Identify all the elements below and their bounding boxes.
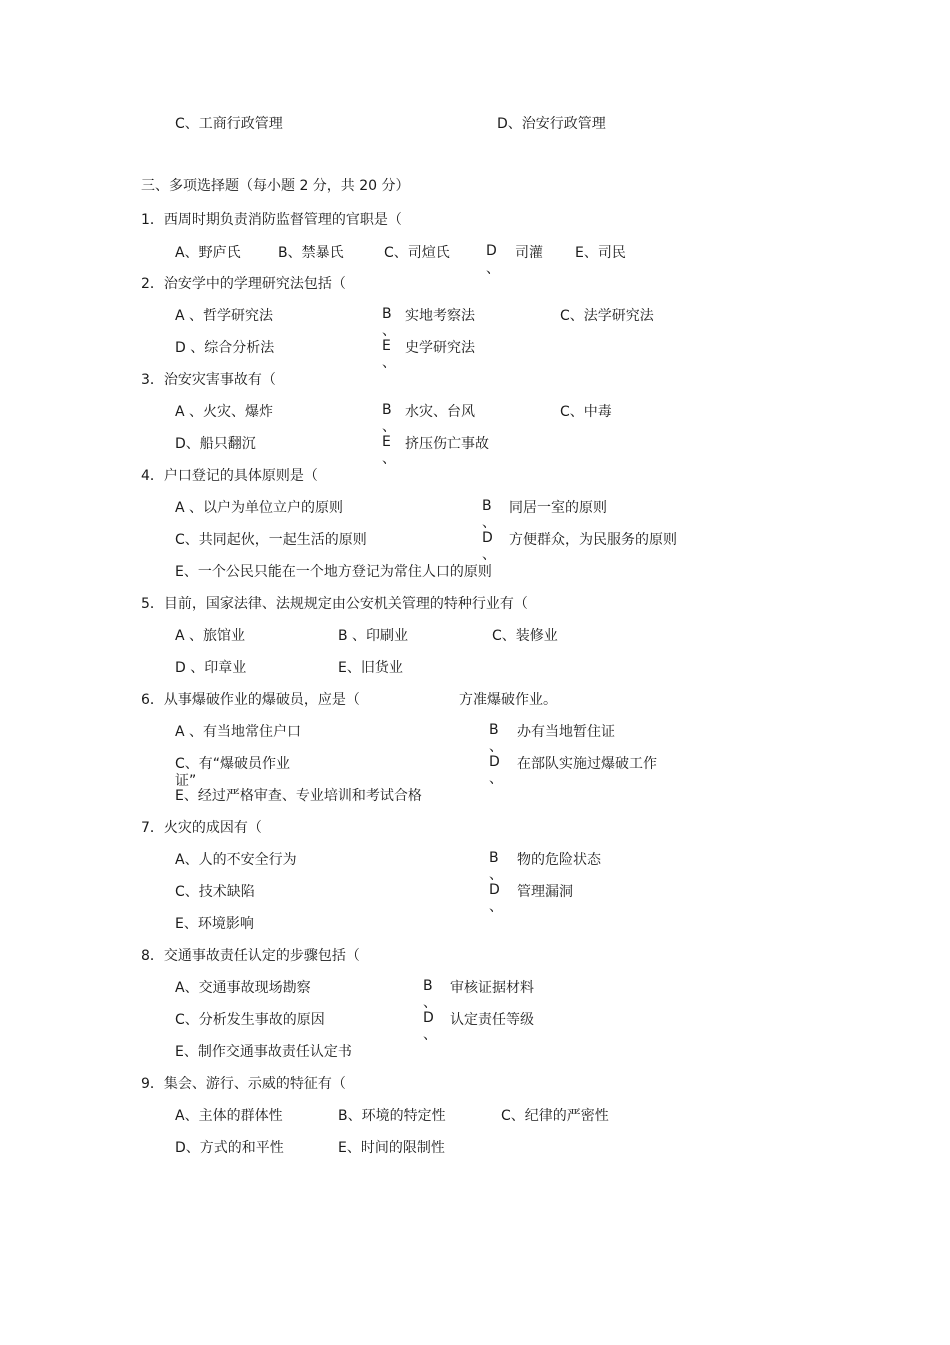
text-line: 认定责任等级 xyxy=(450,1012,534,1028)
option-letter-fragment: 、 xyxy=(423,995,437,1011)
text-line: 2．治安学中的学理研究法包括（ xyxy=(141,276,346,292)
text-line: E、环境影响 xyxy=(175,916,254,932)
text-line: E、经过严格审查、专业培训和考试合格 xyxy=(175,788,422,804)
text-line: 实地考察法 xyxy=(405,308,475,324)
text-line: 4．户口登记的具体原则是（ xyxy=(141,468,318,484)
text-line: C、装修业 xyxy=(492,628,558,644)
text-line: E、司民 xyxy=(575,245,626,261)
text-line: C、法学研究法 xyxy=(560,308,654,324)
text-line: C、有“爆破员作业 xyxy=(175,756,291,772)
text-line: A、野庐氏 xyxy=(175,245,241,261)
text-line: E、一个公民只能在一个地方登记为常住人口的原则 xyxy=(175,564,492,580)
text-line: 在部队实施过爆破工作 xyxy=(517,756,657,772)
text-line: 6．从事爆破作业的爆破员，应是（ xyxy=(141,692,360,708)
option-letter-fragment: 、 xyxy=(382,323,396,339)
text-line: 5．目前，国家法律、法规规定由公安机关管理的特种行业有（ xyxy=(141,596,528,612)
text-line: A、人的不安全行为 xyxy=(175,852,297,868)
text-line: B 、印刷业 xyxy=(338,628,409,644)
text-line: 物的危险状态 xyxy=(517,852,601,868)
text-line: E、制作交通事故责任认定书 xyxy=(175,1044,352,1060)
text-line: E、旧货业 xyxy=(338,660,403,676)
text-line: D、治安行政管理 xyxy=(497,116,606,132)
option-letter-fragment: 、 xyxy=(482,547,496,563)
option-letter-fragment: 、 xyxy=(489,867,503,883)
text-line: 1．西周时期负责消防监督管理的官职是（ xyxy=(141,212,402,228)
text-line: D 、印章业 xyxy=(175,660,247,676)
text-line: C、司煊氏 xyxy=(384,245,450,261)
text-line: 方准爆破作业。 xyxy=(459,692,557,708)
text-line: C、纪律的严密性 xyxy=(501,1108,609,1124)
text-line: A 、哲学研究法 xyxy=(175,308,274,324)
text-line: 同居一室的原则 xyxy=(509,500,607,516)
text-line: C、中毒 xyxy=(560,404,612,420)
option-letter-fragment: B xyxy=(489,722,499,738)
option-letter-fragment: 、 xyxy=(482,515,496,531)
text-line: 三、多项选择题（每小题 2 分，共 20 分） xyxy=(141,178,410,194)
text-line: A、主体的群体性 xyxy=(175,1108,283,1124)
option-letter-fragment: 、 xyxy=(489,739,503,755)
text-line: C、工商行政管理 xyxy=(175,116,283,132)
option-letter-fragment: B xyxy=(423,978,433,994)
text-line: A 、以户为单位立户的原则 xyxy=(175,500,344,516)
text-line: B、禁暴氏 xyxy=(278,245,344,261)
option-letter-fragment: 、 xyxy=(489,771,503,787)
text-line: 管理漏洞 xyxy=(517,884,573,900)
text-line: 3．治安灾害事故有（ xyxy=(141,372,276,388)
option-letter-fragment: 、 xyxy=(382,419,396,435)
option-letter-fragment: B xyxy=(482,498,492,514)
text-line: 7．火灾的成因有（ xyxy=(141,820,262,836)
option-letter-fragment: 、 xyxy=(486,261,500,277)
text-line: 办有当地暂住证 xyxy=(517,724,615,740)
text-line: 8．交通事故责任认定的步骤包括（ xyxy=(141,948,360,964)
text-line: D、方式的和平性 xyxy=(175,1140,284,1156)
option-letter-fragment: 、 xyxy=(382,451,396,467)
option-letter-fragment: 、 xyxy=(423,1027,437,1043)
text-line: A 、旅馆业 xyxy=(175,628,246,644)
text-line: 方便群众，为民服务的原则 xyxy=(509,532,677,548)
text-line: E、时间的限制性 xyxy=(338,1140,445,1156)
text-line: 9．集会、游行、示威的特征有（ xyxy=(141,1076,346,1092)
text-line: A 、火灾、爆炸 xyxy=(175,404,274,420)
text-line: D、船只翻沉 xyxy=(175,436,256,452)
text-line: C、分析发生事故的原因 xyxy=(175,1012,325,1028)
text-line: D 、综合分析法 xyxy=(175,340,275,356)
text-line: A 、有当地常住户口 xyxy=(175,724,302,740)
text-line: 司灌 xyxy=(515,245,543,261)
option-letter-fragment: D xyxy=(486,243,497,259)
text-line: B、环境的特定性 xyxy=(338,1108,446,1124)
option-letter-fragment: D xyxy=(489,754,500,770)
option-letter-fragment: E xyxy=(382,434,391,450)
option-letter-fragment: 证” xyxy=(175,773,197,789)
text-line: C、技术缺陷 xyxy=(175,884,255,900)
option-letter-fragment: D xyxy=(423,1010,434,1026)
text-line: A、交通事故现场勘察 xyxy=(175,980,311,996)
option-letter-fragment: 、 xyxy=(382,355,396,371)
option-letter-fragment: E xyxy=(382,338,391,354)
option-letter-fragment: B xyxy=(382,402,392,418)
option-letter-fragment: D xyxy=(489,882,500,898)
text-line: 史学研究法 xyxy=(405,340,475,356)
text-line: 水灾、台风 xyxy=(405,404,475,420)
text-line: 审核证据材料 xyxy=(450,980,534,996)
text-line: 挤压伤亡事故 xyxy=(405,436,489,452)
option-letter-fragment: B xyxy=(489,850,499,866)
option-letter-fragment: B xyxy=(382,306,392,322)
option-letter-fragment: D xyxy=(482,530,493,546)
text-line: C、共同起伙，一起生活的原则 xyxy=(175,532,367,548)
option-letter-fragment: 、 xyxy=(489,899,503,915)
